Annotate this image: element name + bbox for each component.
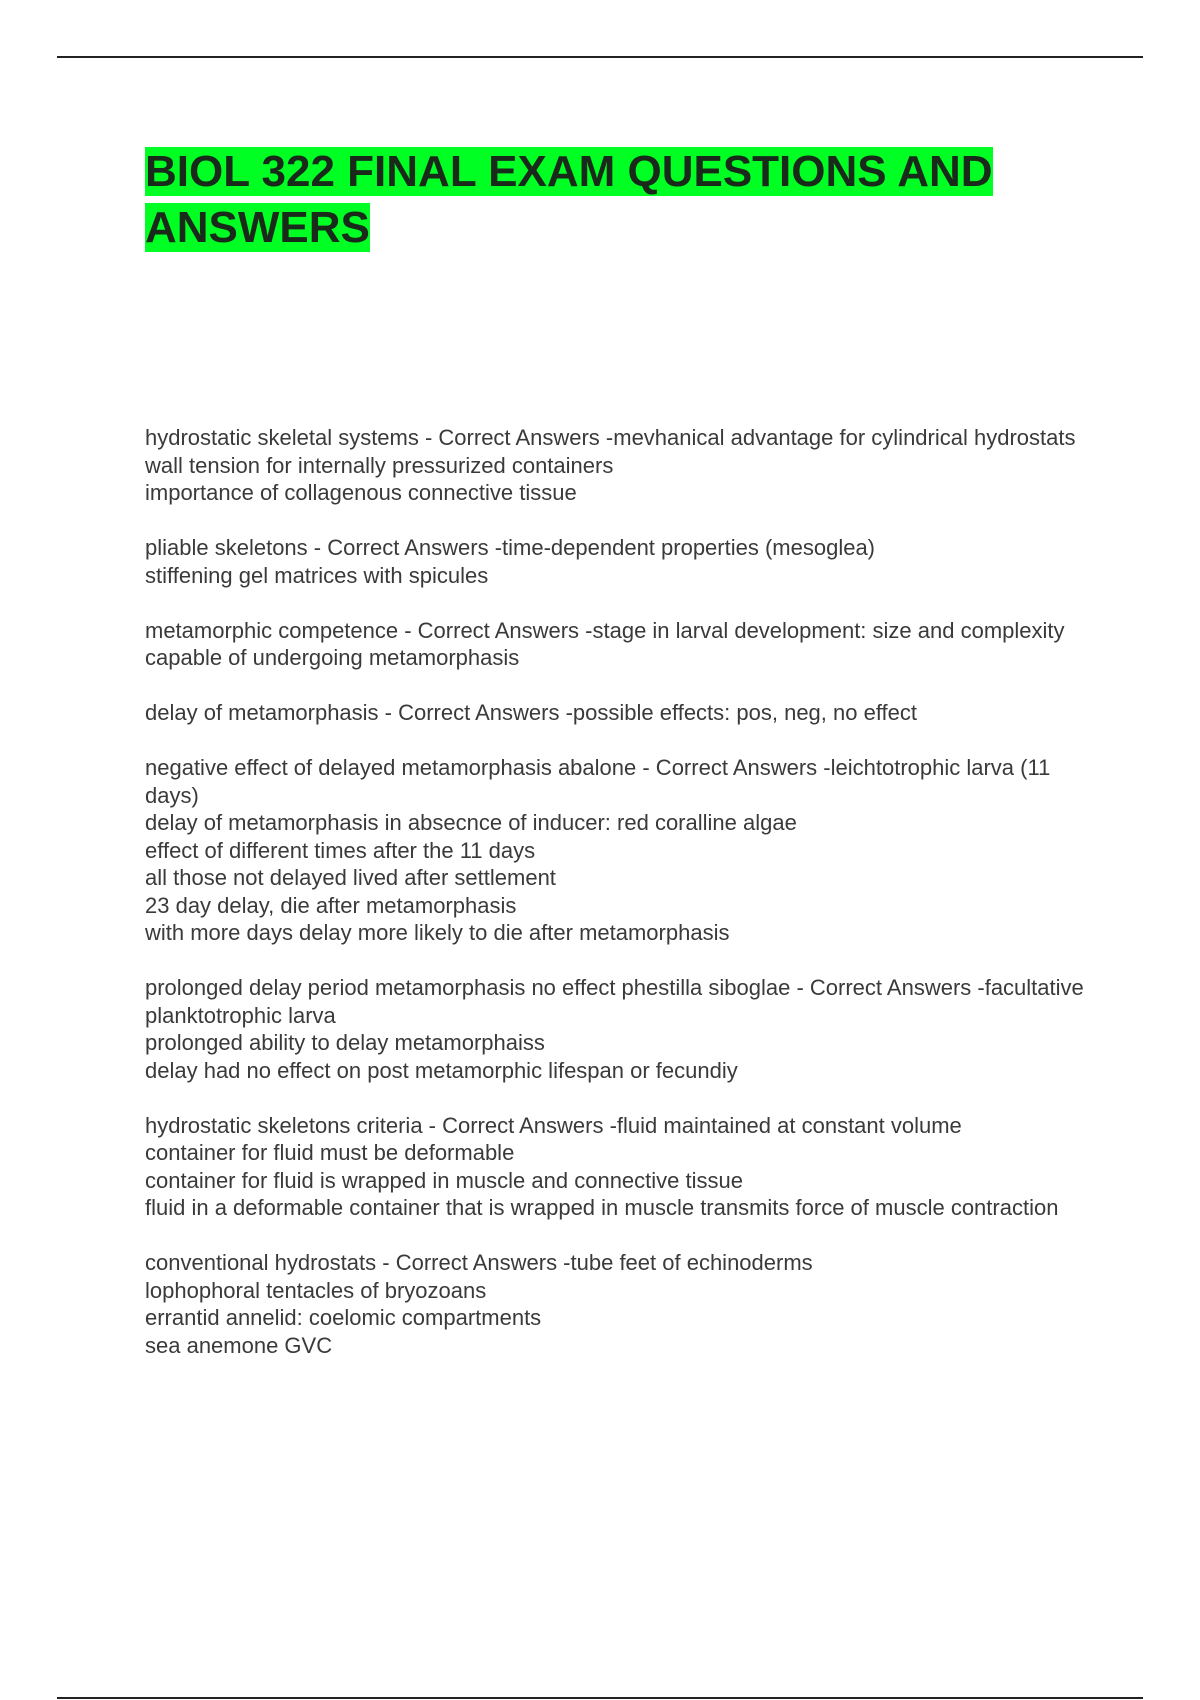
entry-line: delay had no effect on post metamorphic lifespan or fecundiy [145,1057,738,1083]
qa-entry [145,1249,1085,1359]
entry-line: sea anemone GVC [145,1332,333,1358]
qa-entry [145,424,1085,507]
bottom-rule [57,1697,1143,1699]
qa-entry [145,534,1085,589]
entry-line: importance of collagenous connective tissue [145,480,577,505]
entry-line: 23 day delay, die after metamorphasis [145,892,517,918]
entry-line: wall tension for internally pressurized containers [145,452,614,478]
entry-line: delay of metamorphasis - Correct Answers -possible effects: pos, neg, no effect [145,700,918,725]
entry-line: negative effect of delayed metamorphasis abalone - Correct Answers -leichtotrophic larva (11 days) [145,755,1051,808]
entry-line: metamorphic competence - Correct Answers -stage in larval development: size and complexity capable of undergoing metamorphasis [145,617,1065,670]
qa-entry [145,617,1085,672]
qa-entry [145,699,1085,727]
entry-line: lophophoral tentacles of bryozoans [145,1277,487,1303]
qa-content [145,424,1085,1387]
entry-line: prolonged ability to delay metamorphaiss [145,1030,545,1055]
qa-entry [145,974,1085,1084]
top-rule [57,56,1143,58]
entry-line: container for fluid must be deformable [145,1140,515,1165]
qa-entry [145,1112,1085,1222]
entry-line: delay of metamorphasis in absecnce of inducer: red coralline algae [145,810,797,835]
entry-line: effect of different times after the 11 days [145,837,536,863]
entry-line: prolonged delay period metamorphasis no effect phestilla siboglae - Correct Answers -facultative planktotrophic larva [145,975,1084,1028]
entry-line: fluid in a deformable container that is wrapped in muscle transmits force of muscle contraction [145,1195,1059,1220]
entry-line: all those not delayed lived after settlement [145,865,556,890]
title-highlight: BIOL 322 FINAL EXAM QUESTIONS AND ANSWERS [145,147,993,252]
entry-line: stiffening gel matrices with spicules [145,562,489,588]
entry-line: container for fluid is wrapped in muscle and connective tissue [145,1167,743,1193]
entry-line: conventional hydrostats - Correct Answers -tube feet of echinoderms [145,1250,813,1275]
document-title [145,144,1085,256]
entry-line: errantid annelid: coelomic compartments [145,1305,542,1330]
entry-line: with more days delay more likely to die after metamorphasis [145,920,730,945]
qa-entry [145,754,1085,947]
entry-line: pliable skeletons - Correct Answers -time-dependent properties (mesoglea) [145,535,876,560]
entry-line: hydrostatic skeletal systems - Correct Answers -mevhanical advantage for cylindrical hydrostats [145,425,1076,450]
entry-line: hydrostatic skeletons criteria - Correct Answers -fluid maintained at constant volume [145,1112,962,1138]
